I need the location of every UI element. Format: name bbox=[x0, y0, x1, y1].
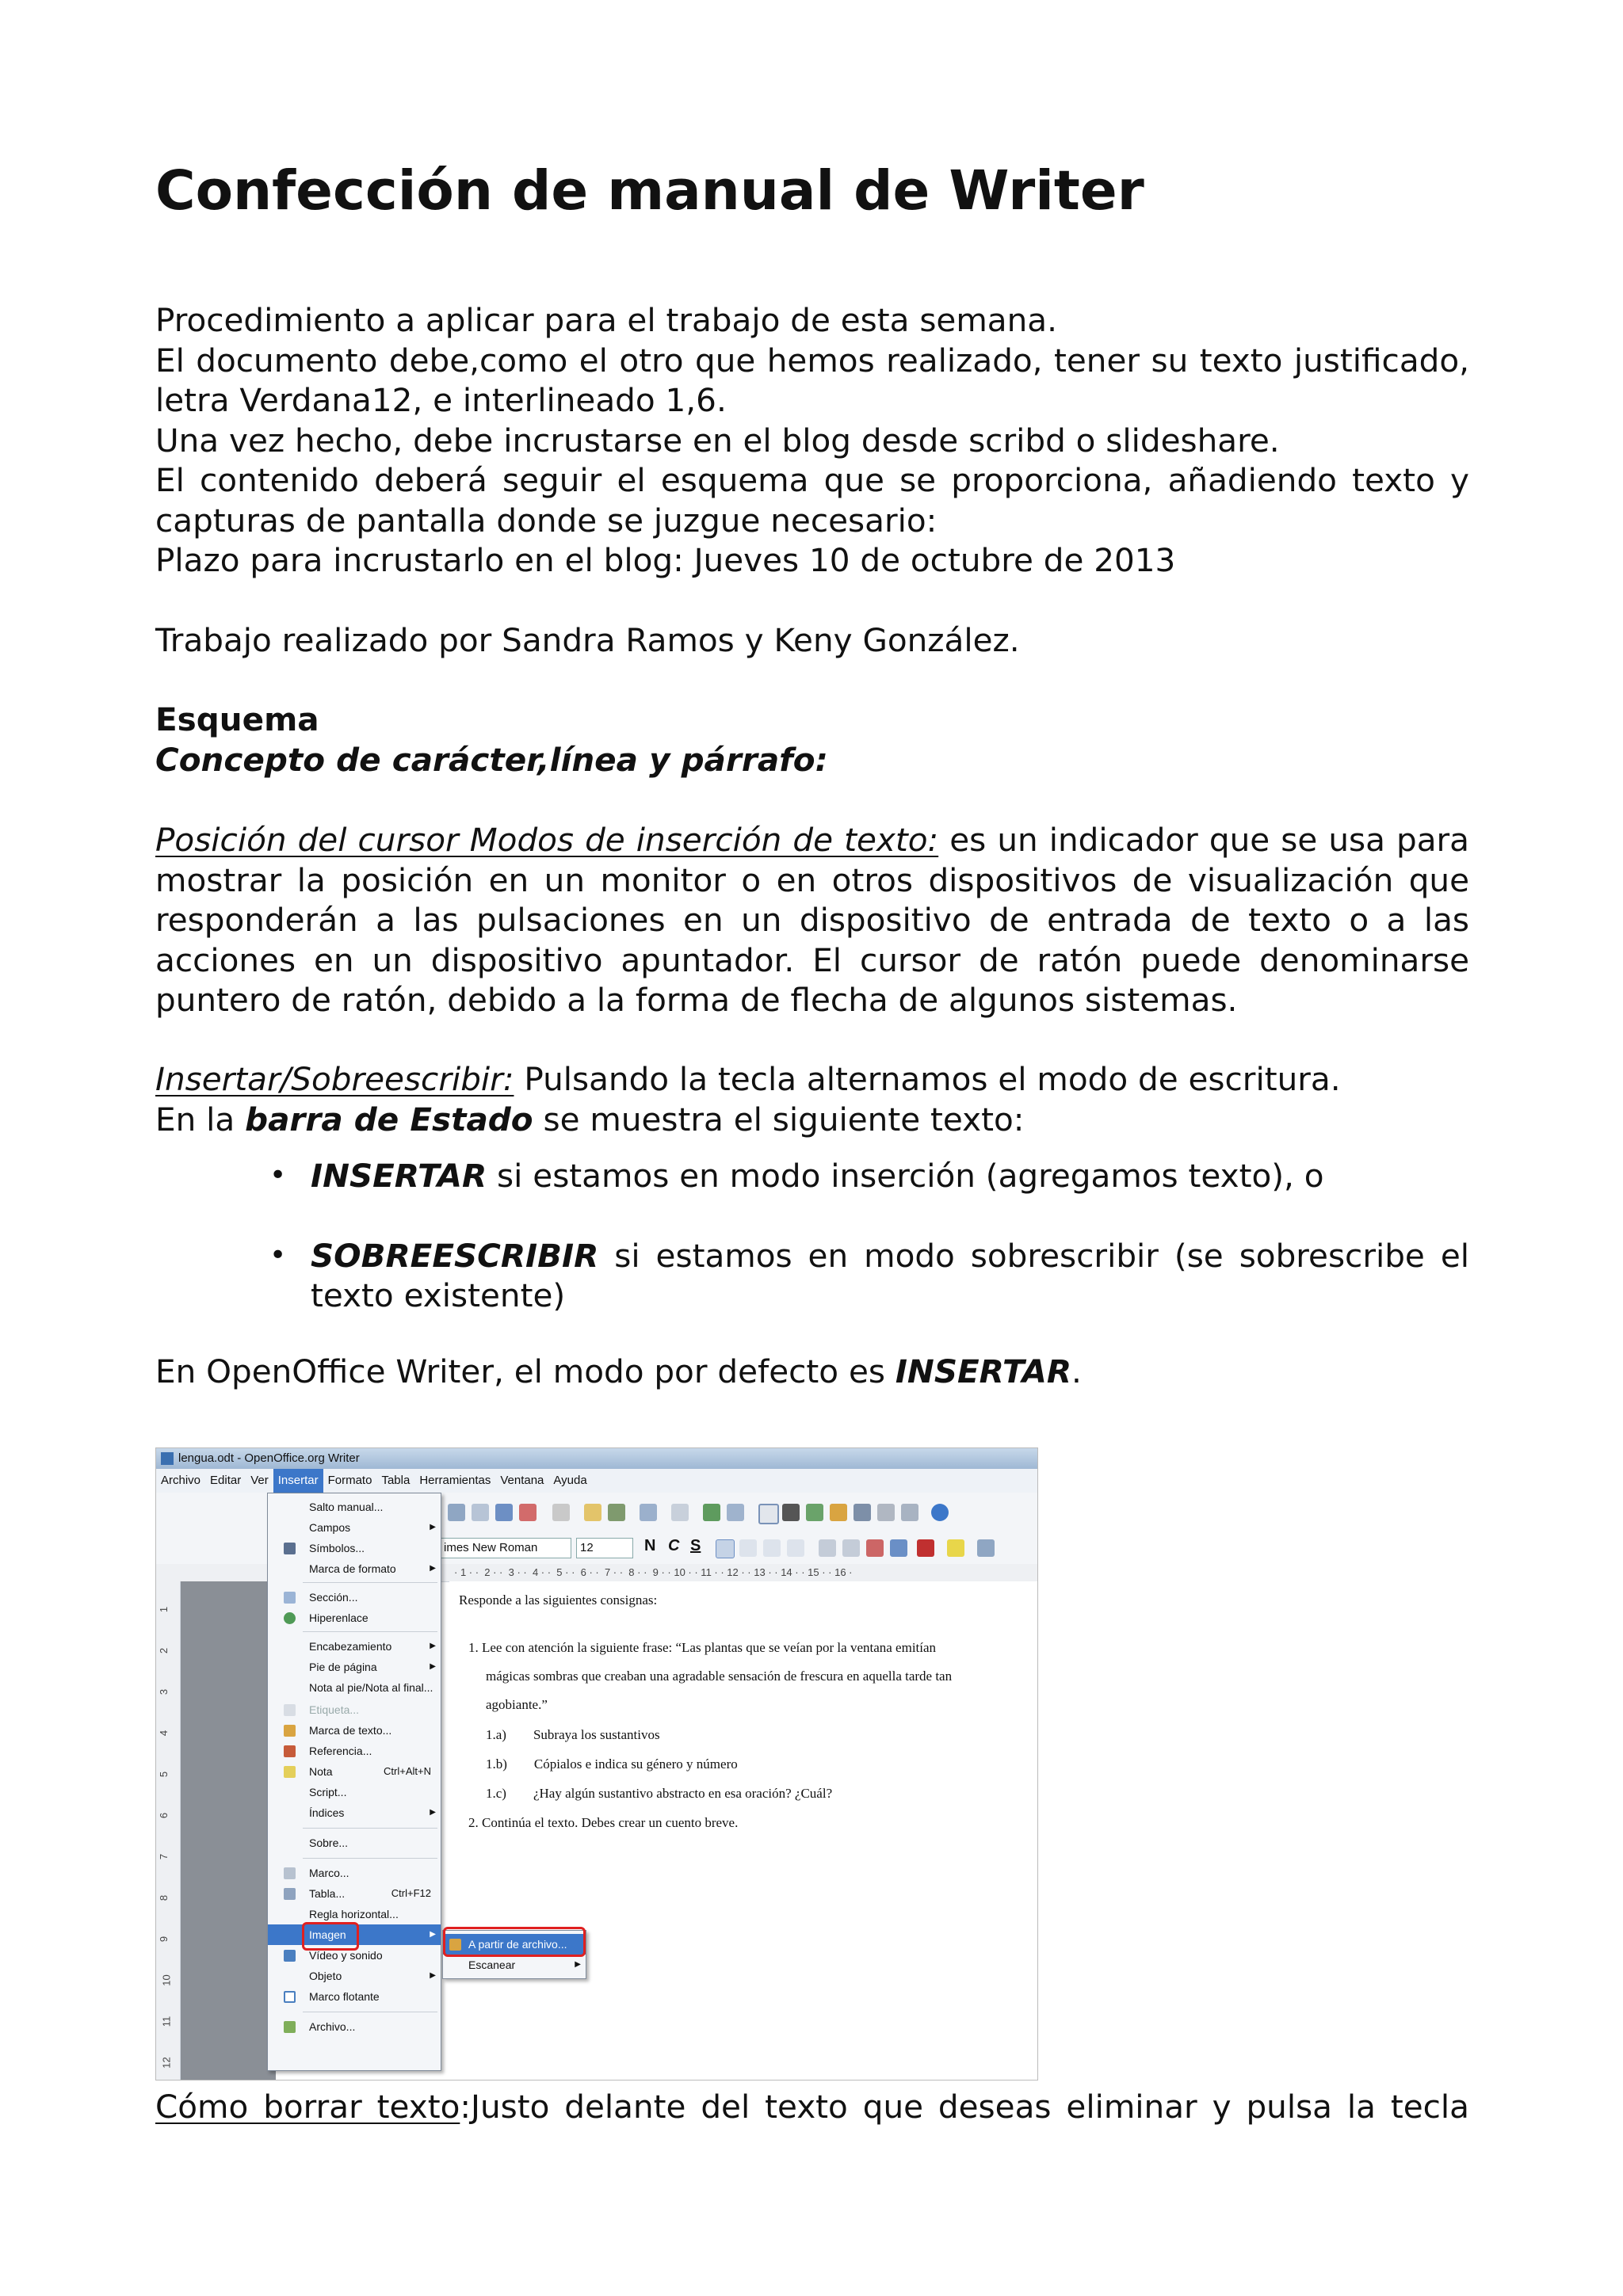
vruler-mark: 9 bbox=[158, 1936, 170, 1943]
menu-item-campos[interactable] bbox=[268, 1517, 441, 1538]
justify-icon[interactable] bbox=[787, 1539, 804, 1557]
menu-item-simbolos[interactable] bbox=[268, 1538, 441, 1558]
insert-text: Pulsando la tecla alternamos el modo de escritura. bbox=[514, 1060, 1341, 1098]
bullet-insertar-bold: INSERTAR bbox=[311, 1157, 487, 1195]
menu-item-label: Campos bbox=[309, 1521, 351, 1534]
intro-block bbox=[155, 300, 1469, 581]
align-right-icon[interactable] bbox=[763, 1539, 781, 1557]
menu-shortcut: Ctrl+Alt+N bbox=[384, 1765, 431, 1777]
italic-icon[interactable]: C bbox=[668, 1537, 680, 1554]
writer-app-icon bbox=[161, 1452, 174, 1465]
print-icon[interactable] bbox=[448, 1504, 465, 1521]
doc-instruction: Responde a las siguientes consignas: bbox=[459, 1592, 658, 1608]
intro-line-1: Procedimiento a aplicar para el trabajo de esta semana. bbox=[155, 301, 1057, 339]
increase-indent-icon[interactable] bbox=[890, 1539, 907, 1557]
nonprinting-icon[interactable] bbox=[877, 1504, 895, 1521]
align-left-icon[interactable] bbox=[716, 1539, 735, 1558]
menu-item-seccion[interactable] bbox=[268, 1587, 441, 1608]
find-icon[interactable] bbox=[782, 1504, 800, 1521]
submenu-arrow-icon: ▶ bbox=[575, 1960, 581, 1969]
align-center-icon[interactable] bbox=[739, 1539, 757, 1557]
autospell-icon[interactable] bbox=[519, 1504, 537, 1521]
caption-icon bbox=[284, 1704, 296, 1716]
delete-text: :Justo delante del texto que deseas eliminar y pulsa la tecla bbox=[460, 2088, 1469, 2126]
menu-item-label: Vídeo y sonido bbox=[309, 1949, 383, 1962]
cursor-label: Posición del cursor Modos de inserción de texto: bbox=[155, 821, 939, 859]
underline-icon[interactable]: S bbox=[690, 1537, 701, 1554]
insert-paragraph bbox=[155, 1059, 1469, 1100]
datasource-icon[interactable] bbox=[854, 1504, 871, 1521]
navigator-icon[interactable] bbox=[806, 1504, 823, 1521]
doc-sub-c: 1.c) ¿Hay algún sustantivo abstracto en esa oración? ¿Cuál? bbox=[486, 1786, 833, 1801]
font-size-combo[interactable]: 12 bbox=[576, 1538, 633, 1558]
vruler-mark: 6 bbox=[158, 1812, 170, 1819]
menu-item-nota[interactable] bbox=[268, 1761, 441, 1782]
status-bold: barra de Estado bbox=[245, 1100, 533, 1138]
paste-icon[interactable] bbox=[584, 1504, 601, 1521]
menu-separator bbox=[303, 1631, 437, 1632]
menu-shortcut: Ctrl+F12 bbox=[391, 1887, 431, 1899]
menu-item-label: Sobre... bbox=[309, 1836, 349, 1849]
hyperlink-icon[interactable] bbox=[703, 1504, 720, 1521]
menu-item-label: Sección... bbox=[309, 1591, 358, 1604]
menu-ventana[interactable]: Ventana bbox=[500, 1474, 544, 1487]
vruler-mark: 10 bbox=[160, 1974, 173, 1986]
bullets-icon[interactable] bbox=[842, 1539, 860, 1557]
submenu-item-scan[interactable] bbox=[443, 1955, 586, 1975]
preview-icon[interactable] bbox=[472, 1504, 489, 1521]
show-draw-icon[interactable] bbox=[758, 1504, 779, 1524]
submenu-item-label: Escanear bbox=[468, 1958, 516, 1971]
menu-item-label: Etiqueta... bbox=[309, 1703, 360, 1716]
submenu-arrow-icon: ▶ bbox=[430, 1971, 436, 1980]
menu-item-label: Símbolos... bbox=[309, 1542, 365, 1554]
doc-item-1b: mágicas sombras que creaban una agradable sensación de frescura en aquella tarde tan bbox=[486, 1669, 953, 1684]
vruler-mark: 1 bbox=[158, 1606, 170, 1613]
section-icon bbox=[284, 1592, 296, 1604]
background-color-icon[interactable] bbox=[977, 1539, 995, 1557]
cursor-text: es un indicador que se usa para mostrar la posición en un monitor o en otros dispositivos de visualización que responderán a las pulsaciones en un dispositivo de entrada de texto o a las acciones en un dispositivo apuntador. El cursor de ratón puede denominarse puntero de ratón, debido a la forma de flecha de algunos sistemas. bbox=[155, 821, 1469, 1019]
menu-item-marco-flotante[interactable] bbox=[268, 1986, 441, 2007]
default-mode-paragraph bbox=[155, 1352, 1469, 1392]
menu-separator bbox=[303, 1828, 437, 1829]
menu-item-tabla[interactable] bbox=[268, 1883, 441, 1904]
menu-item-referencia[interactable] bbox=[268, 1741, 441, 1761]
cursor-paragraph bbox=[155, 820, 1469, 1020]
menu-item-label: Índices bbox=[309, 1806, 345, 1819]
help-icon[interactable] bbox=[931, 1504, 949, 1521]
bullet-insertar-text: si estamos en modo inserción (agregamos texto), o bbox=[487, 1157, 1324, 1195]
mode-bullet-list bbox=[155, 1156, 1469, 1316]
menu-item-archivo[interactable] bbox=[268, 2016, 441, 2037]
vruler-mark: 5 bbox=[158, 1771, 170, 1778]
intro-line-5: Plazo para incrustarlo en el blog: Jueves 10 de octubre de 2013 bbox=[155, 541, 1176, 579]
bullet-sobreescribir bbox=[155, 1236, 1469, 1316]
vertical-ruler bbox=[156, 1581, 181, 2080]
vruler-mark: 2 bbox=[158, 1647, 170, 1654]
vruler-mark: 8 bbox=[158, 1894, 170, 1901]
menu-item-label: Marco... bbox=[309, 1867, 349, 1879]
menu-item-label: Tabla... bbox=[309, 1887, 346, 1900]
submenu-item-label: A partir de archivo... bbox=[468, 1938, 567, 1951]
delete-paragraph bbox=[155, 2087, 1469, 2127]
writer-screenshot bbox=[155, 1447, 1038, 2081]
menubar bbox=[156, 1469, 1037, 1493]
menu-item-label: Hiperenlace bbox=[309, 1611, 369, 1624]
vruler-mark: 12 bbox=[160, 2057, 173, 2069]
menu-separator bbox=[303, 1582, 437, 1583]
floating-frame-icon bbox=[284, 1991, 296, 2003]
doc-item-1c: agobiante.” bbox=[486, 1697, 548, 1712]
table-icon bbox=[284, 1888, 296, 1900]
default-bold: INSERTAR bbox=[895, 1352, 1072, 1390]
vruler-mark: 11 bbox=[160, 2016, 173, 2027]
concept-heading: Concepto de carácter,línea y párrafo: bbox=[155, 741, 828, 779]
menu-item-label: Nota bbox=[309, 1765, 333, 1778]
imagen-highlight-box bbox=[302, 1922, 359, 1951]
font-name-combo[interactable]: imes New Roman bbox=[440, 1538, 571, 1558]
menu-item-hiperenlace[interactable] bbox=[268, 1608, 441, 1628]
submenu-arrow-icon: ▶ bbox=[430, 1662, 436, 1671]
submenu-arrow-icon: ▶ bbox=[430, 1642, 436, 1650]
intro-line-3: Una vez hecho, debe incrustarse en el blog desde scribd o slideshare. bbox=[155, 421, 1280, 460]
menu-item-marca-formato[interactable] bbox=[268, 1558, 441, 1579]
spellcheck-icon[interactable] bbox=[495, 1504, 513, 1521]
doc-item-2: 2. Continúa el texto. Debes crear un cuento breve. bbox=[468, 1815, 739, 1830]
page-margin-area bbox=[181, 1581, 276, 2080]
menu-item-objeto[interactable] bbox=[268, 1966, 441, 1986]
submenu-arrow-icon: ▶ bbox=[430, 1930, 436, 1939]
cross-reference-icon bbox=[284, 1745, 296, 1757]
redo-icon[interactable] bbox=[671, 1504, 689, 1521]
delete-label: Cómo borrar texto bbox=[155, 2088, 460, 2126]
bullet-insertar bbox=[155, 1156, 1469, 1196]
intro-line-4: El contenido deberá seguir el esquema que se proporciona, añadiendo texto y capturas de pantalla donde se juzgue necesario: bbox=[155, 461, 1469, 540]
menu-item-label: Marca de texto... bbox=[309, 1724, 392, 1737]
menu-item-marca-texto[interactable] bbox=[268, 1720, 441, 1741]
menu-item-label: Marco flotante bbox=[309, 1990, 380, 2003]
frame-icon bbox=[284, 1867, 296, 1879]
menu-item-encabezamiento[interactable] bbox=[268, 1636, 441, 1657]
insert-menu-dropdown bbox=[267, 1493, 441, 2071]
authors-line: Trabajo realizado por Sandra Ramos y Keny González. bbox=[155, 621, 1020, 659]
doc-sub-b: 1.b) Cópialos e indica su género y número bbox=[486, 1756, 738, 1772]
insert-label: Insertar/Sobreescribir: bbox=[155, 1060, 514, 1098]
menu-item-label: Pie de página bbox=[309, 1661, 377, 1673]
menu-item-label: Imagen bbox=[309, 1928, 346, 1941]
menu-item-salto-manual[interactable] bbox=[268, 1497, 441, 1517]
numbering-icon[interactable] bbox=[819, 1539, 836, 1557]
menu-item-marco[interactable] bbox=[268, 1863, 441, 1883]
menu-formato[interactable]: Formato bbox=[327, 1474, 372, 1487]
menu-item-label: Salto manual... bbox=[309, 1501, 384, 1513]
submenu-arrow-icon: ▶ bbox=[430, 1523, 436, 1531]
menu-ayuda[interactable]: Ayuda bbox=[553, 1474, 587, 1487]
ruler-marks: · 1 · · 2 · · 3 · · 4 · · 5 · · 6 · · 7 · · 8 · · 9 · · 10 · · 11 · · 12 · · 13 · · 14 · · 15 · · 16 · bbox=[454, 1566, 853, 1578]
undo-icon[interactable] bbox=[640, 1504, 657, 1521]
file-icon bbox=[284, 2021, 296, 2033]
menu-item-label: Script... bbox=[309, 1786, 347, 1798]
menu-item-pie-pagina[interactable] bbox=[268, 1657, 441, 1677]
gallery-icon[interactable] bbox=[830, 1504, 847, 1521]
menu-item-script[interactable] bbox=[268, 1782, 441, 1802]
document-area[interactable] bbox=[449, 1581, 1037, 2080]
comment-icon bbox=[284, 1766, 296, 1778]
menu-herramientas[interactable]: Herramientas bbox=[419, 1474, 491, 1487]
vruler-mark: 7 bbox=[158, 1853, 170, 1860]
cut-icon[interactable] bbox=[552, 1504, 570, 1521]
decrease-indent-icon[interactable] bbox=[866, 1539, 884, 1557]
window-title: lengua.odt - OpenOffice.org Writer bbox=[178, 1451, 360, 1465]
default-suffix: . bbox=[1071, 1352, 1082, 1390]
table-icon[interactable] bbox=[727, 1504, 744, 1521]
menu-archivo[interactable]: Archivo bbox=[161, 1474, 201, 1487]
page-title: Confección de manual de Writer bbox=[155, 159, 1144, 223]
bookmark-icon bbox=[284, 1725, 296, 1737]
menu-insertar[interactable]: Insertar bbox=[273, 1469, 323, 1493]
status-prefix: En la bbox=[155, 1100, 246, 1138]
default-prefix: En OpenOffice Writer, el modo por defecto es bbox=[155, 1352, 896, 1390]
hyperlink-icon bbox=[284, 1612, 296, 1624]
window-titlebar bbox=[156, 1448, 1037, 1469]
menu-item-label: Encabezamiento bbox=[309, 1640, 392, 1653]
intro-line-2: El documento debe,como el otro que hemos realizado, tener su texto justificado, letra Verdana12, e interlineado 1,6. bbox=[155, 341, 1469, 419]
from-file-highlight-box bbox=[443, 1927, 586, 1957]
menu-item-label: Marca de formato bbox=[309, 1562, 396, 1575]
menu-item-label: Objeto bbox=[309, 1970, 342, 1982]
font-color-icon[interactable] bbox=[917, 1539, 934, 1557]
menu-editar[interactable]: Editar bbox=[210, 1474, 242, 1487]
status-suffix: se muestra el siguiente texto: bbox=[533, 1100, 1025, 1138]
menu-item-label: Referencia... bbox=[309, 1745, 372, 1757]
bullet-sobreescribir-text: si estamos en modo sobrescribir (se sobrescribe el texto existente) bbox=[311, 1236, 1469, 1314]
menu-item-label: Regla horizontal... bbox=[309, 1908, 399, 1920]
submenu-arrow-icon: ▶ bbox=[430, 1564, 436, 1573]
vruler-mark: 4 bbox=[158, 1730, 170, 1737]
format-paintbrush-icon[interactable] bbox=[608, 1504, 625, 1521]
media-icon bbox=[284, 1950, 296, 1962]
submenu-arrow-icon: ▶ bbox=[430, 1808, 436, 1817]
vruler-mark: 3 bbox=[158, 1688, 170, 1695]
bold-icon[interactable]: N bbox=[644, 1537, 656, 1554]
menu-separator bbox=[303, 1858, 437, 1859]
menu-item-nota-pie[interactable] bbox=[268, 1677, 441, 1698]
menu-item-etiqueta[interactable] bbox=[268, 1699, 441, 1720]
menu-item-label: Nota al pie/Nota al final... bbox=[309, 1681, 433, 1694]
menu-ver[interactable]: Ver bbox=[250, 1474, 269, 1487]
bullet-sobreescribir-bold: SOBREESCRIBIR bbox=[311, 1236, 599, 1275]
menu-item-sobre[interactable] bbox=[268, 1833, 441, 1853]
doc-item-1: 1. Lee con atención la siguiente frase: “Las plantas que se veían por la ventana emitían bbox=[468, 1640, 937, 1655]
menu-tabla[interactable]: Tabla bbox=[381, 1474, 411, 1487]
symbols-icon bbox=[284, 1543, 296, 1554]
status-paragraph bbox=[155, 1100, 1469, 1140]
doc-sub-a: 1.a) Subraya los sustantivos bbox=[486, 1727, 660, 1742]
menu-item-label: Archivo... bbox=[309, 2020, 356, 2033]
menu-item-indices[interactable] bbox=[268, 1802, 441, 1823]
zoom-icon[interactable] bbox=[901, 1504, 918, 1521]
scheme-heading: Esquema bbox=[155, 700, 319, 738]
highlight-icon[interactable] bbox=[947, 1539, 964, 1557]
